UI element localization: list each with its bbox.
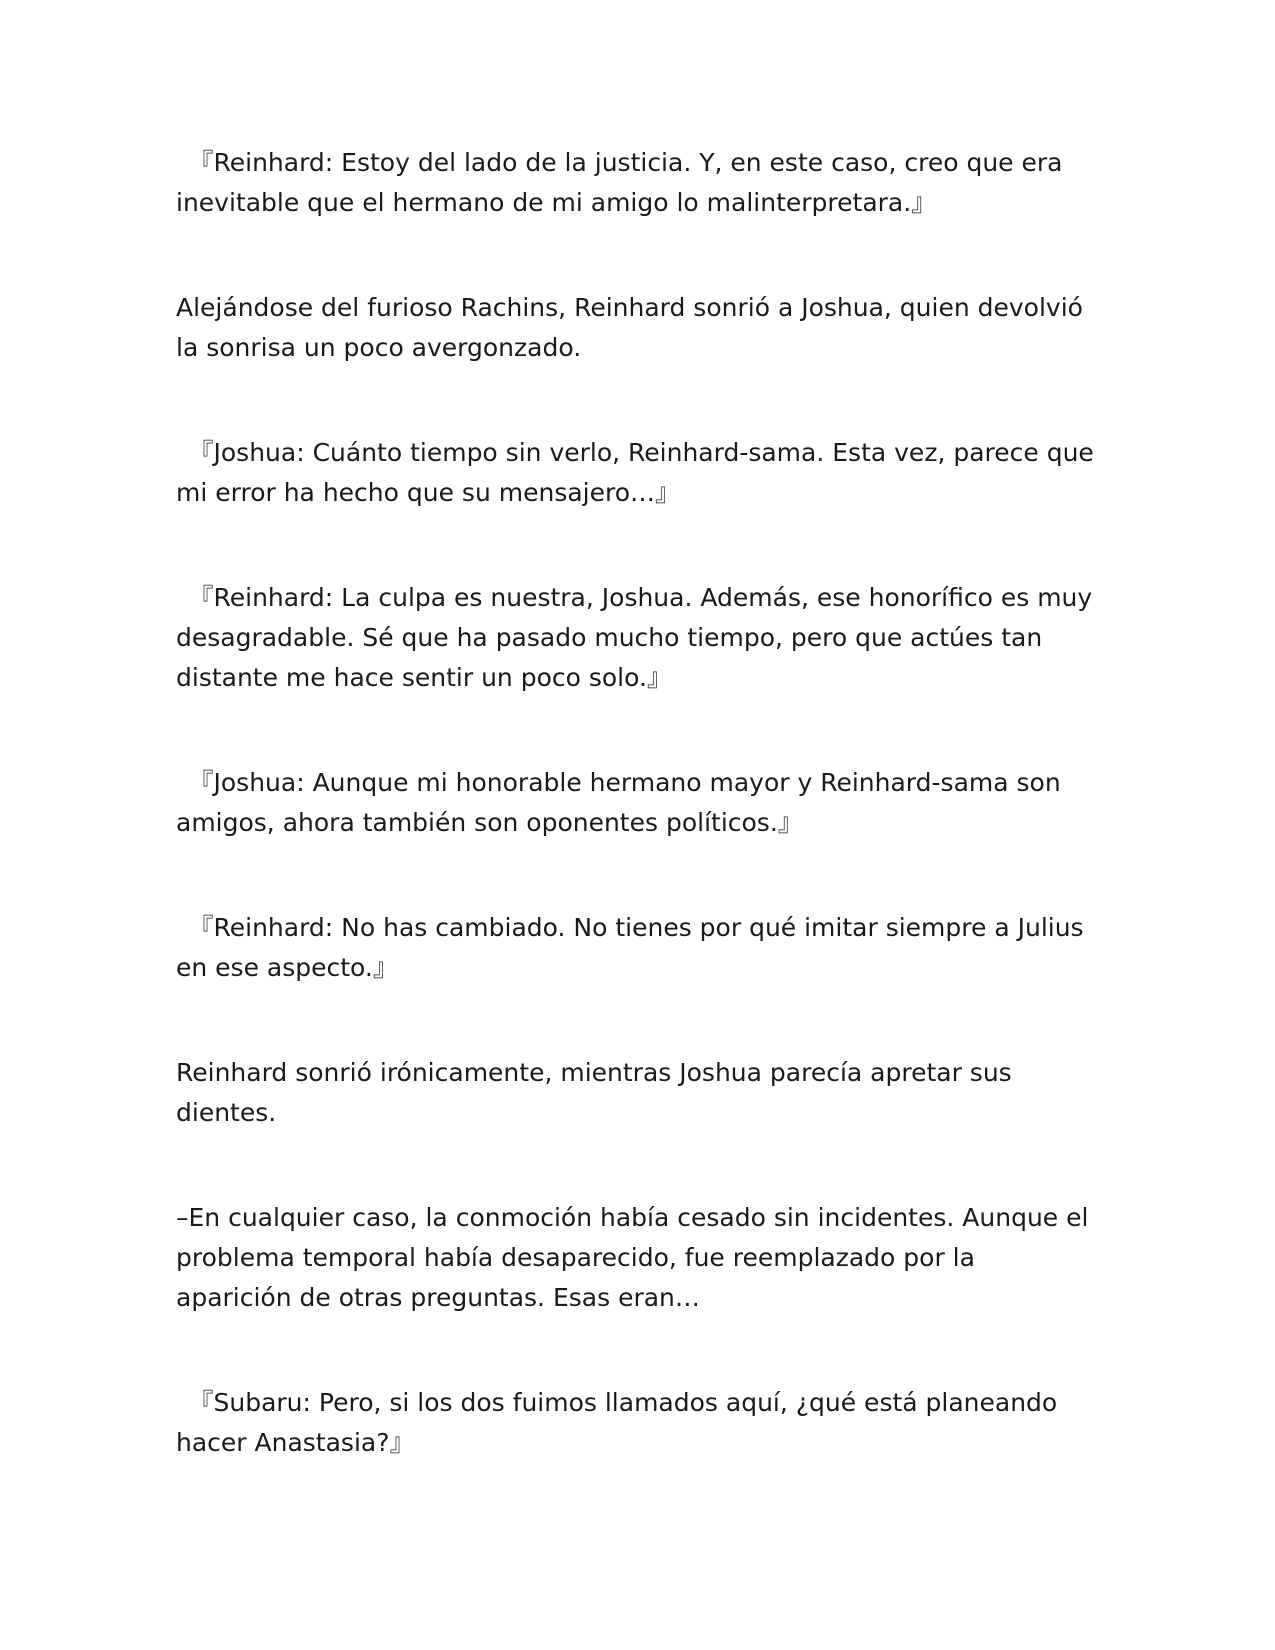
dialogue-paragraph: 『Joshua: Cuánto tiempo sin verlo, Reinhard-sama. Esta vez, parece que mi error ha hecho que su mensajero…』: [176, 438, 1094, 507]
narration-paragraph: Alejándose del furioso Rachins, Reinhard sonrió a Joshua, quien devolvió la sonrisa un poco avergonzado.: [176, 293, 1083, 362]
narration-paragraph: Reinhard sonrió irónicamente, mientras Joshua parecía apretar sus dientes.: [176, 1058, 1012, 1127]
narration-paragraph: –En cualquier caso, la conmoción había cesado sin incidentes. Aunque el problema temporal había desaparecido, fue reemplazado por la aparición de otras preguntas. Esas eran…: [176, 1203, 1089, 1312]
dialogue-paragraph: 『Reinhard: No has cambiado. No tienes por qué imitar siempre a Julius en ese aspecto.』: [176, 913, 1084, 982]
dialogue-paragraph: 『Reinhard: La culpa es nuestra, Joshua. Además, ese honorífico es muy desagradable. Sé que ha pasado mucho tiempo, pero que actúes tan distante me hace sentir un poco solo.』: [176, 583, 1093, 692]
dialogue-paragraph: 『Subaru: Pero, si los dos fuimos llamados aquí, ¿qué está planeando hacer Anastasia?』: [176, 1388, 1058, 1457]
dialogue-paragraph: 『Joshua: Aunque mi honorable hermano mayor y Reinhard-sama son amigos, ahora también son oponentes políticos.』: [176, 768, 1061, 837]
dialogue-paragraph: 『Reinhard: Estoy del lado de la justicia. Y, en este caso, creo que era inevitable que el hermano de mi amigo lo malinterpretara.』: [176, 148, 1063, 217]
document-body: [176, 143, 1096, 1463]
